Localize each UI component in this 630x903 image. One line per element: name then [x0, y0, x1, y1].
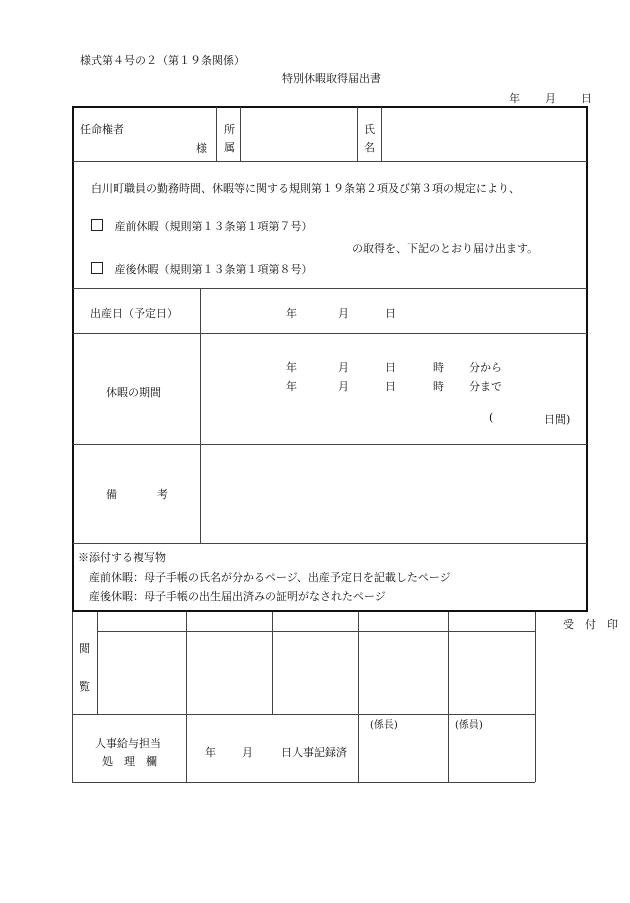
form-number: 様式第４号の２（第１９条関係） [80, 54, 245, 67]
review-stamp-cell-3[interactable] [274, 633, 357, 713]
option-postnatal[interactable] [91, 261, 313, 277]
staff-stamp-field[interactable] [450, 728, 534, 780]
from-day: 日 [385, 361, 396, 374]
divider [97, 612, 98, 714]
affiliation-field[interactable] [242, 108, 356, 160]
birth-date-field[interactable] [202, 290, 586, 332]
divider [535, 612, 536, 782]
divider [72, 782, 535, 783]
birth-date-day: 日 [385, 307, 396, 320]
prenatal-checkbox[interactable] [91, 219, 103, 231]
attachments-postnatal: 産後休暇：母子手帳の出生届出済みの証明がなされたページ [89, 590, 386, 603]
days-open: ( [489, 411, 494, 424]
divider [381, 107, 382, 161]
header-date-day: 日 [581, 92, 592, 105]
record-month: 月 [242, 746, 253, 759]
birth-date-year: 年 [286, 307, 297, 320]
statement-intro: 白川町職員の勤務時間、休暇等に関する規則第１９条第２項及び第３項の規定により、 [91, 182, 520, 195]
review-label-2: 覧 [79, 680, 90, 693]
option-prenatal-label: 産前休暇（規則第１３条第１項第７号） [114, 220, 313, 233]
divider [240, 107, 241, 161]
from-year: 年 [286, 361, 297, 374]
form-title: 特別休暇取得届出書 [282, 72, 381, 85]
from-minute: 分から [469, 361, 502, 374]
divider [73, 444, 587, 445]
sama-label: 様 [196, 142, 207, 155]
from-hour: 時 [433, 361, 444, 374]
divider [272, 612, 273, 714]
birth-date-label: 出産日（予定日） [90, 307, 178, 320]
divider [200, 288, 201, 544]
option-prenatal[interactable] [91, 218, 313, 234]
to-minute: 分まで [469, 380, 502, 393]
header-date-year: 年 [509, 92, 520, 105]
divider [73, 288, 587, 289]
statement-closing: の取得を、下記のとおり届け出ます。 [352, 242, 539, 255]
from-month: 月 [338, 361, 349, 374]
divider [216, 107, 217, 161]
remarks-label-1: 備 [106, 488, 117, 501]
staff-label: (係員) [455, 720, 483, 731]
divider [73, 161, 587, 162]
record-year: 年 [205, 746, 216, 759]
divider [448, 612, 449, 782]
divider [357, 107, 358, 161]
section-chief-stamp-field[interactable] [360, 728, 447, 780]
divider [72, 714, 535, 715]
to-day: 日 [385, 380, 396, 393]
affiliation-label-2: 属 [224, 141, 235, 154]
record-day-done: 日人事記録済 [281, 746, 347, 759]
section-chief-label: (係長) [370, 720, 398, 731]
remarks-label [106, 486, 168, 502]
divider [73, 543, 587, 544]
divider [72, 612, 73, 782]
header-date-month: 月 [545, 92, 556, 105]
postnatal-checkbox[interactable] [91, 262, 103, 274]
to-hour: 時 [433, 380, 444, 393]
processing-label-2: 処 理 欄 [102, 755, 157, 768]
birth-date-month: 月 [338, 307, 349, 320]
appointer-label: 任命権者 [80, 123, 124, 136]
divider [73, 333, 587, 334]
review-stamp-cell-2[interactable] [188, 633, 271, 713]
to-month: 月 [338, 380, 349, 393]
review-stamp-cell-4[interactable] [360, 633, 447, 713]
divider [358, 612, 359, 782]
receipt-stamp-label: 受 付 印 [563, 618, 618, 631]
to-year: 年 [286, 380, 297, 393]
review-stamp-cell-1[interactable] [99, 633, 185, 713]
days-suffix: 日間) [544, 413, 571, 426]
appointer-field[interactable] [80, 115, 214, 159]
remarks-label-2: 考 [157, 488, 168, 501]
remarks-field[interactable] [202, 446, 586, 542]
attachments-heading: ※添付する複写物 [78, 551, 166, 564]
divider [186, 612, 187, 782]
leave-period-label: 休暇の期間 [106, 386, 161, 399]
leave-period-field[interactable] [202, 335, 586, 443]
name-label: 氏 [364, 123, 375, 136]
attachments-prenatal: 産前休暇：母子手帳の氏名が分かるページ、出産予定日を記載したページ [89, 571, 451, 584]
divider [97, 631, 535, 632]
processing-label-1: 人事給与担当 [95, 737, 161, 750]
option-postnatal-label: 産後休暇（規則第１３条第１項第８号） [114, 263, 313, 276]
affiliation-label: 所 [224, 123, 235, 136]
name-label-2: 名 [364, 141, 375, 154]
review-label-1: 閲 [79, 642, 90, 655]
review-stamp-cell-5[interactable] [450, 633, 534, 713]
name-field[interactable] [383, 108, 585, 160]
